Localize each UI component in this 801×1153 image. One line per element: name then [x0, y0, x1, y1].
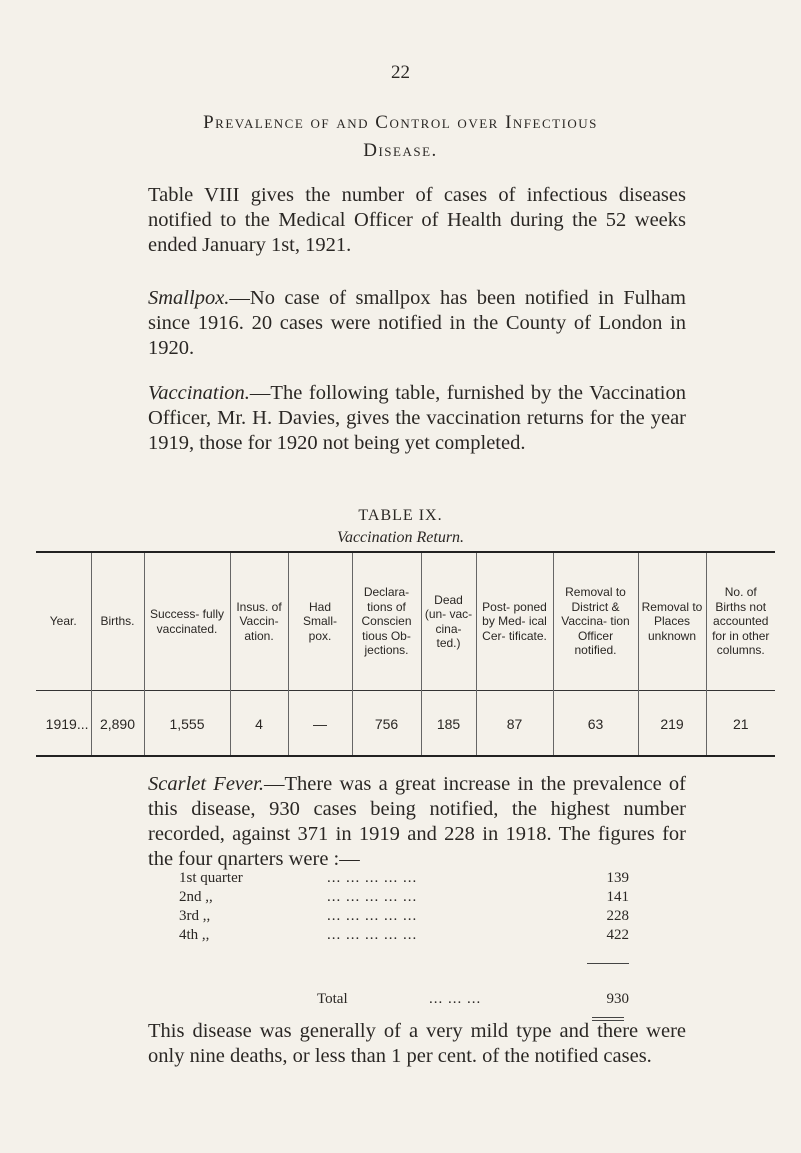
double-rule-top — [592, 1017, 624, 1018]
header-removal-district: Removal to District & Vaccina- tion Officer notified. — [553, 553, 638, 691]
header-unaccounted: No. of Births not accounted for in other columns. — [712, 585, 770, 658]
closing-paragraph: This disease was generally of a very mild type and there were only nine deaths, or less than 1 per cent. of the notified cases. — [148, 1020, 686, 1067]
total-label: Total — [317, 991, 348, 1007]
leader-dots: ... ... ... — [429, 991, 482, 1007]
cell-dead: 185 — [421, 691, 476, 758]
quarter-label: 2nd ,, — [179, 889, 213, 905]
leader-dots: ... ... ... ... ... — [327, 889, 418, 905]
vaccination-text: —The following table, furnished by the Vaccination Officer, Mr. H. Davies, gives the vaccination returns for the year 1919, those for 1920 not being yet completed. — [148, 382, 686, 454]
vaccination-return-table — [36, 553, 775, 757]
scarlet-fever-paragraph — [148, 772, 686, 872]
table-subtitle: Vaccination Return. — [336, 529, 465, 546]
header-year: Year. — [36, 553, 91, 691]
quarter-value: 422 — [606, 927, 629, 943]
section-heading-continued: Disease. — [363, 140, 438, 161]
cell-insus: 4 — [230, 691, 288, 758]
header-declarations: Declara- tions of Conscien tious Ob- jections. — [352, 553, 421, 691]
list-item — [179, 926, 629, 945]
total-value: 930 — [606, 991, 629, 1007]
cell-removal-unknown: 219 — [638, 691, 706, 758]
quarters-list — [179, 869, 629, 945]
cell-year: 1919... — [36, 691, 91, 758]
quarter-label: 3rd ,, — [179, 908, 211, 924]
leader-dots: ... ... ... ... ... — [327, 908, 418, 924]
leader-dots: ... ... ... ... ... — [327, 927, 418, 943]
header-smallpox: Had Small- pox. — [288, 553, 352, 691]
quarter-value: 141 — [606, 889, 629, 905]
cell-removal-district: 63 — [553, 691, 638, 758]
section-heading: Prevalence of and Control over Infectious — [203, 112, 598, 133]
header-vaccinated: Success- fully vaccinated. — [144, 553, 230, 691]
page-number: 22 — [391, 62, 410, 83]
table-row — [36, 691, 775, 758]
table-title: TABLE IX. — [358, 507, 443, 524]
smallpox-paragraph — [148, 286, 686, 361]
total-row — [179, 990, 629, 1009]
leader-dots: ... ... ... ... ... — [327, 870, 418, 886]
quarter-value: 228 — [606, 908, 629, 924]
header-removal-unknown: Removal to Places unknown — [638, 553, 706, 691]
scarlet-fever-text: —There was a great increase in the prevalence of this disease, 930 cases being notified, the highest number recorded, against 371 in 1919 and 228 in 1918. The figures for the four qnarters were :— — [148, 773, 686, 870]
sum-rule — [587, 963, 629, 964]
table-bottom-rule — [36, 755, 775, 757]
intro-paragraph: Table VIII gives the number of cases of infectious diseases notified to the Medical Officer of Health during the 52 weeks ended January 1st, 1921. — [148, 184, 686, 256]
cell-births: 2,890 — [91, 691, 144, 758]
quarter-label: 4th ,, — [179, 927, 210, 943]
cell-postponed: 87 — [476, 691, 553, 758]
cell-vaccinated: 1,555 — [144, 691, 230, 758]
header-insus: Insus. of Vaccin- ation. — [230, 553, 288, 691]
cell-unaccounted: 21 — [732, 716, 749, 732]
smallpox-title: Smallpox. — [148, 287, 230, 309]
scarlet-fever-title: Scarlet Fever. — [148, 773, 264, 795]
list-item — [179, 888, 629, 907]
table-header-row — [36, 553, 775, 691]
vaccination-title: Vaccination. — [148, 382, 250, 404]
smallpox-text: —No case of smallpox has been notified in Fulham since 1916. 20 cases were notified in the County of London in 1920. — [148, 287, 686, 359]
quarter-value: 139 — [606, 870, 629, 886]
list-item — [179, 869, 629, 888]
cell-smallpox: — — [288, 691, 352, 758]
header-postponed: Post- poned by Med- ical Cer- tificate. — [476, 553, 553, 691]
vaccination-paragraph — [148, 381, 686, 456]
header-births: Births. — [91, 553, 144, 691]
header-dead: Dead (un- vac- cina- ted.) — [421, 553, 476, 691]
list-item — [179, 907, 629, 926]
cell-declarations: 756 — [352, 691, 421, 758]
quarter-label: 1st quarter — [179, 870, 243, 886]
